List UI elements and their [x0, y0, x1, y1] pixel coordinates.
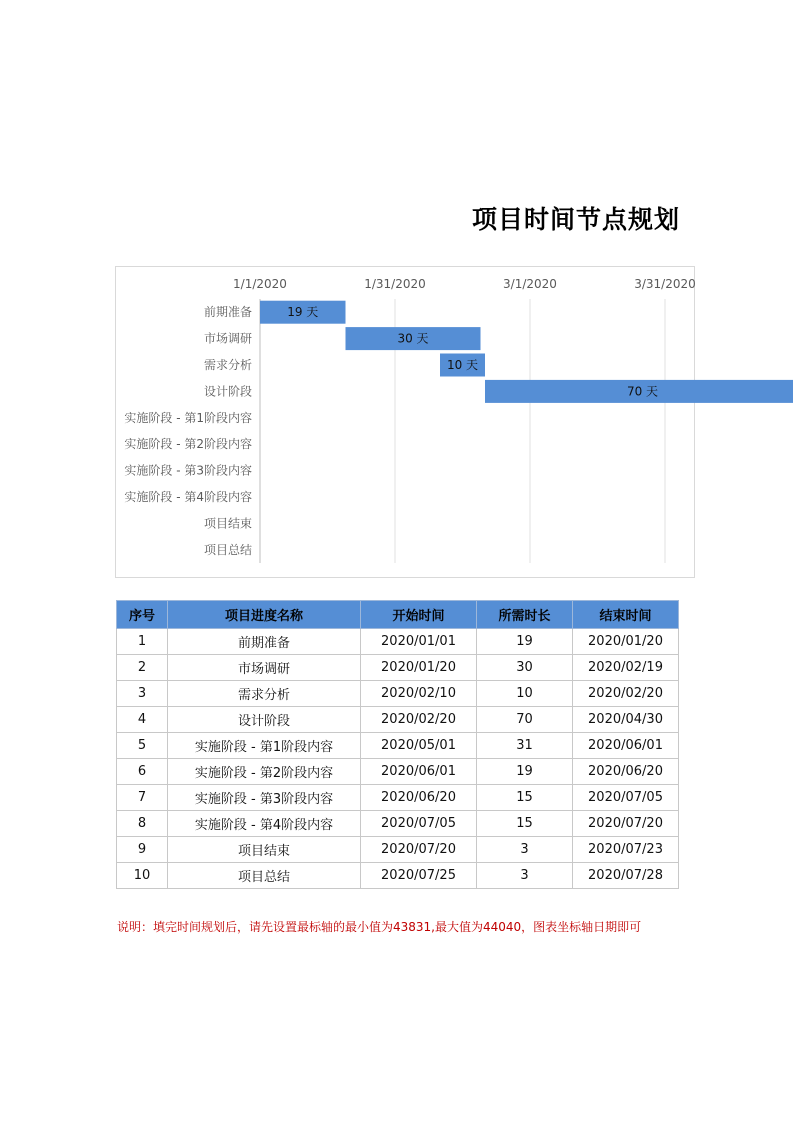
cell-task-name: 项目总结	[168, 863, 361, 889]
table-row	[117, 681, 679, 707]
y-category-label: 实施阶段 - 第1阶段内容	[124, 410, 252, 425]
y-category-label: 设计阶段	[203, 384, 252, 399]
x-tick-label: 1/31/2020	[364, 277, 426, 291]
col-header-task-name: 项目进度名称	[168, 601, 361, 629]
cell-duration: 31	[477, 733, 573, 759]
col-header-start-date: 开始时间	[361, 601, 477, 629]
y-category-label: 需求分析	[203, 358, 252, 372]
y-category-label: 项目总结	[203, 542, 252, 557]
cell-end-date: 2020/07/05	[573, 785, 679, 811]
table-row	[117, 759, 679, 785]
cell-start-date: 2020/05/01	[361, 733, 477, 759]
bar-data-label: 10 天	[446, 358, 479, 372]
gantt-chart	[0, 0, 696, 600]
cell-task-name: 设计阶段	[168, 707, 361, 733]
cell-task-name: 需求分析	[168, 681, 361, 707]
table-row	[117, 733, 679, 759]
cell-start-date: 2020/02/20	[361, 707, 477, 733]
cell-end-date: 2020/07/28	[573, 863, 679, 889]
cell-index: 9	[117, 837, 168, 863]
table-row	[117, 863, 679, 889]
cell-start-date: 2020/06/20	[361, 785, 477, 811]
col-header-end-date: 结束时间	[573, 601, 679, 629]
cell-task-name: 项目结束	[168, 837, 361, 863]
y-category-label: 市场调研	[203, 331, 252, 346]
cell-start-date: 2020/02/10	[361, 681, 477, 707]
cell-index: 7	[117, 785, 168, 811]
cell-index: 1	[117, 629, 168, 655]
cell-start-date: 2020/01/01	[361, 629, 477, 655]
cell-index: 10	[117, 863, 168, 889]
table-row	[117, 655, 679, 681]
cell-duration: 10	[477, 681, 573, 707]
col-header-duration: 所需时长	[477, 601, 573, 629]
cell-task-name: 市场调研	[168, 655, 361, 681]
cell-task-name: 实施阶段 - 第1阶段内容	[168, 733, 361, 759]
table-row	[117, 837, 679, 863]
table-row	[117, 811, 679, 837]
page-title: 项目时间节点规划	[471, 205, 680, 234]
bar-data-label: 70 天	[626, 384, 659, 399]
bar-data-label: 19 天	[287, 305, 319, 320]
table-row	[117, 629, 679, 655]
cell-start-date: 2020/07/25	[361, 863, 477, 889]
col-header-index: 序号	[117, 601, 168, 629]
y-category-label: 项目结束	[203, 516, 252, 531]
x-tick-label: 3/1/2020	[503, 277, 557, 291]
cell-end-date: 2020/02/19	[573, 655, 679, 681]
cell-index: 5	[117, 733, 168, 759]
cell-index: 6	[117, 759, 168, 785]
cell-task-name: 实施阶段 - 第2阶段内容	[168, 759, 361, 785]
cell-start-date: 2020/06/01	[361, 759, 477, 785]
cell-duration: 70	[477, 707, 573, 733]
cell-end-date: 2020/07/20	[573, 811, 679, 837]
cell-index: 8	[117, 811, 168, 837]
cell-end-date: 2020/07/23	[573, 837, 679, 863]
cell-duration: 3	[477, 837, 573, 863]
cell-task-name: 前期准备	[168, 629, 361, 655]
cell-duration: 3	[477, 863, 573, 889]
cell-duration: 19	[477, 629, 573, 655]
cell-end-date: 2020/06/20	[573, 759, 679, 785]
cell-index: 2	[117, 655, 168, 681]
cell-end-date: 2020/04/30	[573, 707, 679, 733]
cell-start-date: 2020/07/20	[361, 837, 477, 863]
x-tick-label: 1/1/2020	[233, 277, 287, 291]
y-category-label: 实施阶段 - 第3阶段内容	[124, 463, 252, 478]
cell-start-date: 2020/07/05	[361, 811, 477, 837]
schedule-table	[116, 600, 679, 889]
cell-start-date: 2020/01/20	[361, 655, 477, 681]
cell-duration: 15	[477, 811, 573, 837]
bar-data-label: 30 天	[397, 331, 429, 346]
x-tick-label: 3/31/2020	[634, 277, 696, 291]
table-header-row	[117, 601, 679, 629]
cell-end-date: 2020/06/01	[573, 733, 679, 759]
instruction-note: 说明：填完时间规划后，请先设置最标轴的最小值为43831,最大值为44040，图表坐标轴日期即可	[117, 920, 642, 934]
table-row	[117, 785, 679, 811]
cell-duration: 30	[477, 655, 573, 681]
y-category-label: 实施阶段 - 第4阶段内容	[124, 490, 252, 504]
y-category-label: 实施阶段 - 第2阶段内容	[124, 437, 252, 452]
y-category-label: 前期准备	[203, 305, 252, 320]
cell-duration: 15	[477, 785, 573, 811]
cell-end-date: 2020/01/20	[573, 629, 679, 655]
cell-task-name: 实施阶段 - 第3阶段内容	[168, 785, 361, 811]
cell-task-name: 实施阶段 - 第4阶段内容	[168, 811, 361, 837]
cell-end-date: 2020/02/20	[573, 681, 679, 707]
cell-index: 3	[117, 681, 168, 707]
cell-index: 4	[117, 707, 168, 733]
table-row	[117, 707, 679, 733]
cell-duration: 19	[477, 759, 573, 785]
